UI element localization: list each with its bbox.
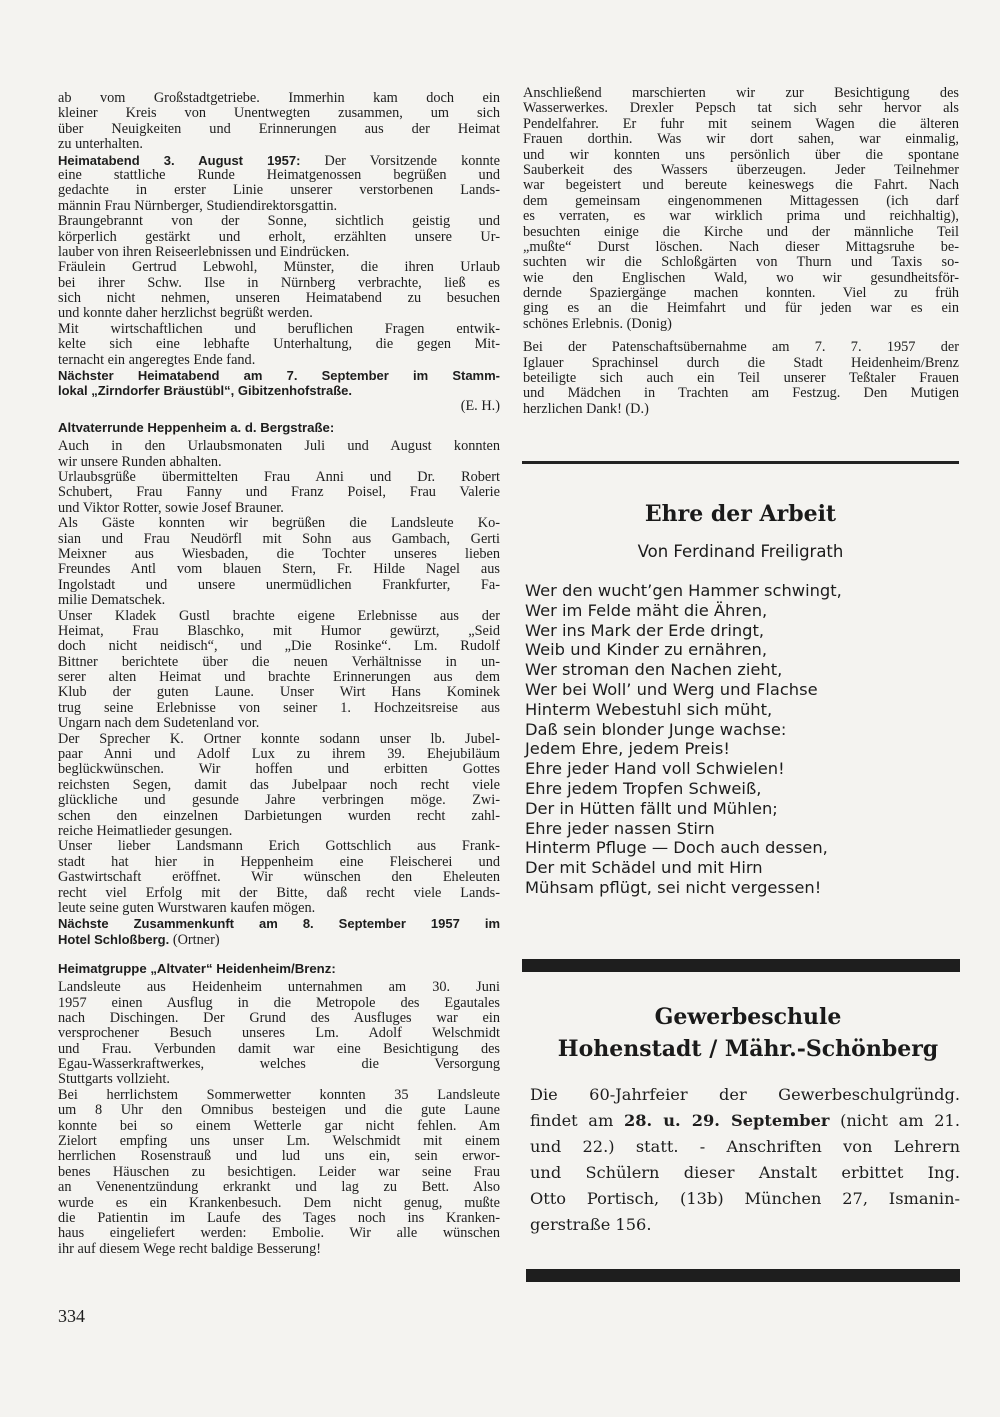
text-line: Urlaubsgrüße übermittelten Frau Anni und Dr. Robert [58, 469, 500, 485]
text-line: Meixner aus Wiesbaden, die Tochter unseres lieben [58, 545, 500, 562]
text-line: körperlich gestärkt und erholt, erzählten unsere Ur- [58, 228, 500, 245]
notice-line: und Schülern dieser Anstalt erbittet Ing. [530, 1163, 960, 1182]
text-line: Der Sprecher K. Ortner konnte sodann unser lb. Jubel- [58, 730, 500, 747]
text-line: schönes Erlebnis. (Donig) [523, 315, 672, 332]
text-line: gedachte in erster Linie unserer verstorbenen Lands- [58, 182, 500, 199]
text-line: dem gemeinsam eingenommenen Mittagessen (ich darf [523, 192, 959, 209]
text-line: über Neuigkeiten und Erinnerungen aus der Heimat [58, 120, 500, 137]
announcement [58, 932, 500, 947]
text-line: benes Häuschen zu besichtigen. Leider war seine Frau [58, 1163, 500, 1180]
notice-line: gerstraße 156. [530, 1215, 652, 1234]
text-line: Freundes Antl vom blauen Stern, Fr. Hilde Nagel aus [58, 561, 500, 578]
text-line: und konnte daher herzlichst begrüßt werden. [58, 305, 313, 322]
text-line: ab vom Großstadtgetriebe. Immerhin kam doch ein [58, 90, 500, 106]
text-line: Pendelfahrer. Er fuhr mit seinem Wagen die älteren [523, 115, 959, 132]
paragraph-first-line [58, 153, 500, 168]
right-column [523, 86, 959, 417]
notice-line [530, 1108, 960, 1134]
text-line: herrlichen Rosenstrauß und lud uns ein, sein erwor- [58, 1148, 500, 1165]
text-line: um 8 Uhr den Omnibus besteigen und die gute Laune [58, 1102, 500, 1119]
poem-line: Mühsam pflügt, sei nicht vergessen! [525, 877, 822, 897]
text-line: Egau-Wasserkraftwerkes, welches die Versorgung [58, 1056, 500, 1073]
text-line: Auch in den Urlaubsmonaten Juli und August konnten [58, 438, 500, 455]
text-line: Unser lieber Landsmann Erich Gottschlich aus Frank- [58, 838, 500, 855]
text-line: wurde es ein Krankenbesuch. Dem nicht genug, mußte [58, 1194, 500, 1211]
text-line: 1957 einen Ausflug in die Metropole des Egautales [58, 994, 500, 1011]
text-line: besuchten einige die Kirche und der männliche Teil [523, 223, 959, 240]
text-line: war begeistert und bereute keineswegs die Fahrt. Nach [523, 177, 959, 194]
text-line: Heimat, Frau Blaschko, mit Humor gewürzt, „Seid [58, 622, 500, 639]
text-line: Mit wirtschaftlichen und beruflichen Fragen entwik- [58, 320, 500, 337]
text-line: Bittner berichtete über die neuen Verhältnisse in un- [58, 653, 500, 670]
text-line: Klub der guten Laune. Unser Wirt Hans Kominek [58, 684, 500, 701]
poem-line: Daß sein blonder Junge wachse: [525, 719, 787, 739]
text-line: dernde Spaziergänge machen konnten. Viel zu früh [523, 285, 959, 302]
text-line: wie den Englischen Wald, wo wir gesundheitsför- [523, 269, 959, 286]
text-line: zu unterhalten. [58, 136, 143, 153]
notice-title-2: Hohenstadt / Mähr.-Schönberg [557, 1036, 939, 1062]
text-line: bei ihrer Schw. Ilse in Nürnberg verbrachte, ließ es [58, 274, 500, 291]
black-bar [522, 959, 960, 972]
text-line: Ungarn nach dem Sudetenland vor. [58, 715, 260, 732]
text-line: eine stattliche Runde Heimatgenossen begrüßen und [58, 166, 500, 183]
announcement: Nächste Zusammenkunft am 8. September 1957 im [58, 916, 500, 932]
text: Der Vorsitzende konnte [324, 152, 500, 169]
inline-heading: Heimatabend 3. August 1957: [58, 152, 301, 168]
poem-line: Weib und Kinder zu ernähren, [525, 640, 768, 660]
text-line: versprochener Besuch unseres Lm. Adolf Welschmidt [58, 1025, 500, 1042]
text-line: sian und Frau Neudörfl mit Sohn aus Gambach, Gerti [58, 530, 500, 547]
poem-line: Jedem Ehre, jedem Preis! [525, 739, 730, 759]
notice-body [530, 1082, 960, 1238]
text-line: Schubert, Frau Fanny und Franz Poisel, Frau Valerie [58, 484, 500, 501]
text-line: schen den einzelnen Darbietungen wurden recht zahl- [58, 807, 500, 824]
text-line: nach Dischingen. Der Grund des Ausfluges war ein [58, 1009, 500, 1026]
text-line: stadt hat hier in Heppenheim eine Fleischerei und [58, 853, 500, 870]
text-line: Iglauer Sprachinsel durch die Stadt Heidenheim/Brenz [523, 354, 959, 371]
text-line: beglückwünschen. Wir hoffen und erbitten Gottes [58, 761, 500, 778]
text-line: serer alten Heimat und brachte Erinnerungen aus dem [58, 669, 500, 686]
text-line: Braungebrannt von der Sonne, sichtlich geistig und [58, 213, 500, 230]
notice-line: Die 60-Jahrfeier der Gewerbeschulgründg. [530, 1085, 960, 1104]
poem-title: Ehre der Arbeit [644, 501, 837, 527]
poem-line: Ehre jedem Tropfen Schweiß, [525, 778, 762, 798]
text-line: Stuttgarts vollzieht. [58, 1071, 170, 1088]
text-line: haus eingeliefert werden: Embolie. Wir alle wünschen [58, 1225, 500, 1242]
poem-line: Der mit Schädel und mit Hirn [525, 858, 763, 878]
poem-line: Hinterm Pfluge — Doch auch dessen, [525, 838, 828, 858]
text-line: Frauen dorthin. Was wir dort sahen, war einmalig, [523, 131, 959, 148]
text-line: Anschließend marschierten wir zur Besichtigung des [523, 85, 959, 101]
notice-date: 28. u. 29. September [623, 1111, 830, 1130]
poem [525, 581, 961, 898]
text-line: Nächster Heimatabend am 7. September im Stamm- [58, 368, 500, 384]
text-line: recht viel Erfolg mit der Bitte, daß recht viele Lands- [58, 884, 500, 901]
text-line: und Mädchen in Trachten am Festzug. Den Mutigen [523, 385, 959, 402]
section-heading: Heimatgruppe „Altvater“ Heidenheim/Brenz: [58, 961, 336, 977]
text-line: Bei der Patenschaftsübernahme am 7. 7. 1957 der [523, 339, 959, 356]
text-line: Ingolstadt und unsere unermüdlichen Frankfurter, Fa- [58, 576, 500, 593]
text-line: Bei herrlichstem Sommerwetter konnten 35 Landsleute [58, 1086, 500, 1103]
notice-title-1: Gewerbeschule [654, 1004, 842, 1030]
text: findet am [530, 1111, 614, 1130]
notice-line: und 22.) statt. - Anschriften von Lehrern [530, 1137, 960, 1156]
text-line: lokal „Zirndorfer Bräustübl“, Gibitzenhofstraße. [58, 383, 352, 399]
poem-line: Ehre jeder Hand voll Schwielen! [525, 759, 785, 779]
text-line: suchten wir die Schloßgärten von Thurn und Taxis so- [523, 254, 959, 271]
section-divider [522, 461, 959, 464]
text-line: und wir konnten uns persönlich über die spontane [523, 146, 959, 163]
text-line: Als Gäste konnten wir begrüßen die Landsleute Ko- [58, 515, 500, 532]
poem-line: Hinterm Webestuhl sich müht, [525, 699, 773, 719]
text-line: „mußte“ Durst löschen. Nach dieser Mittagsruhe be- [523, 238, 959, 255]
text-line: Zielort empfing uns unser Lm. Welschmidt mit einem [58, 1133, 500, 1150]
text-line: und Viktor Rotter, sowie Josef Brauner. [58, 499, 284, 516]
page-number: 334 [58, 1306, 85, 1326]
poem-line: Wer den wucht’gen Hammer schwingt, [525, 581, 842, 600]
poem-line: Wer im Felde mäht die Ähren, [525, 600, 768, 620]
text-line: Wasserwerkes. Drexler Pepsch tat sich sehr hervor als [523, 100, 959, 117]
poem-line: Ehre jeder nassen Stirn [525, 818, 715, 838]
text-line: paar Anni und Adolf Lux zu ihrem 39. Ehejubiläum [58, 746, 500, 763]
text-line: beteiligte sich auch ein Teil unserer Teßtaler Frauen [523, 370, 959, 387]
text-line: Fräulein Gertrud Lebwohl, Münster, die ihren Urlaub [58, 259, 500, 276]
text-line: an Venenentzündung erkrankt und lag zu Bett. Also [58, 1179, 500, 1196]
text-line: Landsleute aus Heidenheim unternahmen am 30. Juni [58, 979, 500, 996]
text-line: reichsten Segen, damit das Jubelpaar noch recht viele [58, 776, 500, 793]
text-line: ihr auf diesem Wege recht baldige Besserung! [58, 1240, 321, 1257]
notice-line: Otto Portisch, (13b) München 27, Ismanin- [530, 1189, 960, 1208]
text-line: reiche Heimatlieder gesungen. [58, 822, 233, 839]
text: (nicht am 21. [840, 1111, 960, 1130]
text-line: doch nicht neidisch“, und „Die Rosinke“. Lm. Rudolf [58, 638, 500, 655]
text-line: herzlichen Dank! (D.) [523, 400, 649, 417]
text-line: die Patientin im Laufe des Tages noch ins Kranken- [58, 1209, 500, 1226]
left-column [58, 91, 500, 1257]
text-line: es verraten, es war wirklich prima und reichhaltig), [523, 208, 959, 225]
section-heading: Altvaterrunde Heppenheim a. d. Bergstraße: [58, 420, 335, 436]
announcement-bold: Hotel Schloßberg. [58, 931, 170, 947]
text-line: sich nicht nehmen, unseren Heimatabend zu besuchen [58, 290, 500, 307]
text-line: ternacht ein angeregtes Ende fand. [58, 351, 256, 368]
text-line: Unser Kladek Gustl brachte eigene Erlebnisse aus der [58, 607, 500, 624]
text-line: männin Frau Nürnberger, Studiendirektorsgattin. [58, 197, 338, 214]
text-line: wir unsere Runden abhalten. [58, 453, 222, 470]
signature: (Ortner) [172, 931, 220, 948]
poem-line: Der in Hütten fällt und Mühlen; [525, 798, 778, 818]
text-line: kleiner Kreis von Unentwegten zusammen, um sich [58, 105, 500, 122]
poem-line: Wer ins Mark der Erde dringt, [525, 620, 765, 640]
text-line: ging es an die Heimfahrt und für jeden war es ein [523, 300, 959, 317]
text-line: kelte sich eine lebhafte Unterhaltung, die gegen Mit- [58, 336, 500, 353]
text-line: und Frau. Verbunden damit war eine Besichtigung des [58, 1040, 500, 1057]
text-line: milie Dematschek. [58, 592, 166, 609]
text-line: konnte bei so einem Wetterle gar nicht fehlen. Am [58, 1117, 500, 1134]
text-line: Sauberkeit des Wassers überzeugen. Jeder Teilnehmer [523, 161, 959, 178]
poem-line: Wer bei Woll’ und Werg und Flachse [525, 679, 818, 699]
text-line: glückliche und gesunde Jahre verbringen möge. Zwi- [58, 792, 500, 809]
text-line: lauber von ihren Reiseerlebnissen und Eindrücken. [58, 243, 350, 260]
text-line: Gastwirtschaft eröffnet. Wir wünschen den Eheleuten [58, 869, 500, 886]
poem-line: Wer stroman den Nachen zieht, [525, 660, 783, 680]
poem-author: Von Ferdinand Freiligrath [637, 542, 844, 561]
spacer [58, 947, 500, 961]
text-line: trug seine Erlebnisse von seiner 1. Hochzeitsreise aus [58, 699, 500, 716]
black-bar [526, 1269, 960, 1282]
text-line: leute seine guten Wurstwaren kaufen mögen. [58, 899, 316, 916]
signature: (E. H.) [460, 397, 500, 414]
